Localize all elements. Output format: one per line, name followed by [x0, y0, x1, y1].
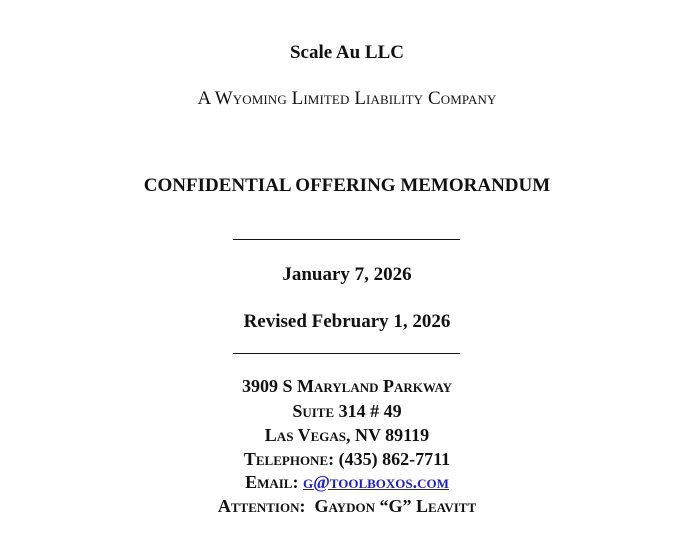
- suite-address: Suite 314 # 49: [292, 401, 402, 421]
- street-address: 3909 S Maryland Parkway: [241, 376, 453, 396]
- telephone-line: [0, 449, 694, 470]
- company-name: Scale Au LLC: [289, 42, 405, 63]
- document-date: January 7, 2026: [282, 264, 412, 285]
- top-divider: [233, 239, 460, 240]
- email-link[interactable]: g@toolboxos.com: [302, 472, 449, 492]
- document-title: CONFIDENTIAL OFFERING MEMORANDUM: [143, 175, 551, 196]
- revised-date: Revised February 1, 2026: [243, 311, 451, 332]
- bottom-divider: [233, 353, 460, 354]
- telephone-label: Telephone:: [243, 449, 335, 469]
- company-subtitle: A Wyoming Limited Liability Company: [197, 88, 497, 109]
- email-label: Email:: [245, 472, 299, 492]
- email-line: [0, 472, 694, 493]
- attention-line: [0, 496, 694, 517]
- attention-label: Attention:: [217, 496, 306, 516]
- telephone-number: (435) 862-7711: [338, 449, 451, 469]
- attention-name: Gaydon “G” Leavitt: [314, 496, 477, 516]
- city-state-zip: Las Vegas, NV 89119: [264, 425, 430, 445]
